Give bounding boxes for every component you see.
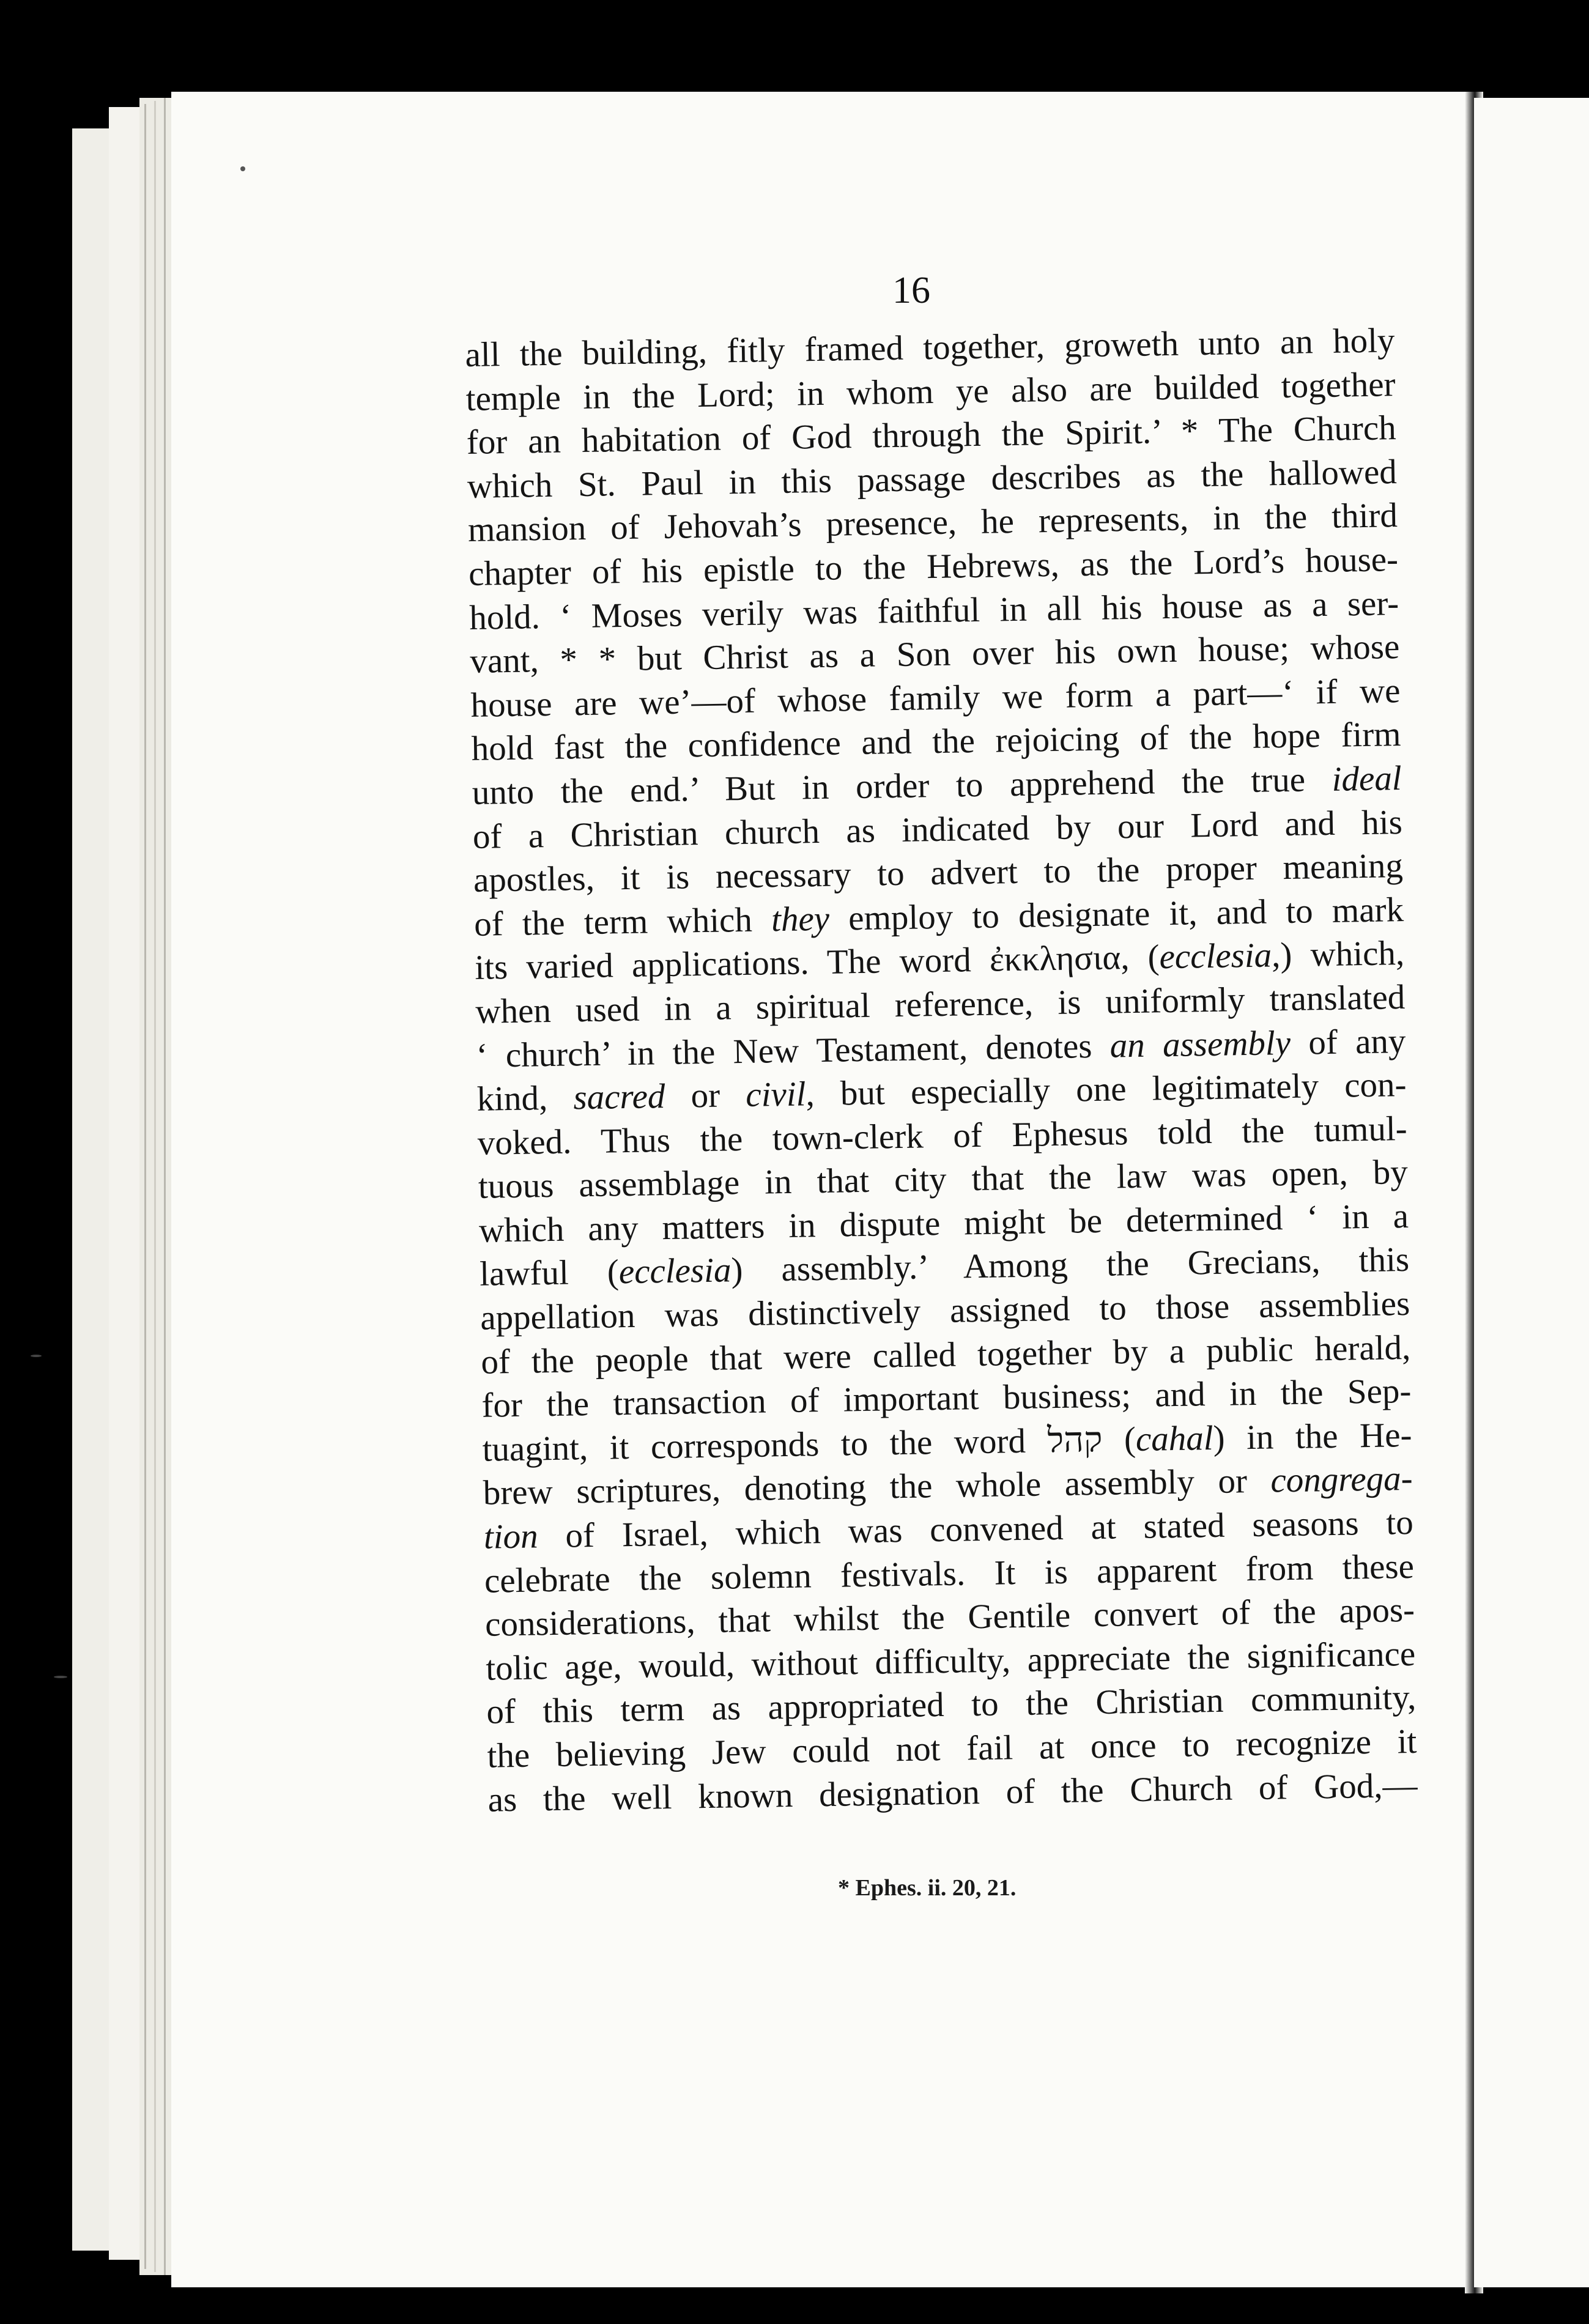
text-line: vant, * * but Christ as a Son over his own house; whose xyxy=(469,627,1400,681)
paper-speck xyxy=(240,166,245,171)
text-line: unto the end.’ But in order to apprehend the true ideal xyxy=(472,758,1402,812)
text-line: tion of Israel, which was convened at stated seasons to xyxy=(483,1503,1414,1556)
text-line: hold fast the confidence and the rejoicing of the hope firm xyxy=(471,715,1401,769)
text-line: voked. Thus the town-clerk of Ephesus told the tumul- xyxy=(477,1109,1408,1163)
text-line: mansion of Jehovah’s presence, he represents, in the third xyxy=(467,496,1398,550)
page-edge-line xyxy=(144,104,146,2269)
text-line: apostles, it is necessary to advert to the proper meaning xyxy=(473,846,1404,900)
text-line: celebrate the solemn festivals. It is apparent from these xyxy=(484,1547,1415,1601)
text-line: lawful (ecclesia) assembly.’ Among the Grecians, this xyxy=(479,1240,1410,1294)
facing-page-edge xyxy=(1474,98,1589,2287)
text-line: tuous assemblage in that city that the law was open, by xyxy=(478,1153,1409,1207)
text-line: as the well known designation of the Church of God,— xyxy=(487,1766,1418,1819)
text-line: the believing Jew could not fail at once to recognize it xyxy=(487,1722,1417,1775)
text-line: of the term which they employ to designate it, and to mark xyxy=(473,890,1404,944)
text-line: hold. ‘ Moses verily was faithful in all his house as a ser- xyxy=(469,583,1399,637)
text-line: tolic age, would, without difficulty, appreciate the significance xyxy=(485,1634,1416,1688)
text-line: temple in the Lord; in whom ye also are builded together xyxy=(465,365,1396,418)
scan-mark xyxy=(54,1676,67,1678)
page-edge-stack xyxy=(109,107,139,2260)
text-line: when used in a spiritual reference, is uniformly translated xyxy=(475,977,1406,1031)
page-edge-line xyxy=(164,98,166,2275)
text-line: ‘ church’ in the New Testament, denotes an assembly of any xyxy=(476,1021,1406,1075)
text-line: for the transaction of important business; and in the Sep- xyxy=(481,1372,1412,1426)
text-line: appellation was distinctively assigned to those assemblies xyxy=(480,1284,1410,1338)
text-line: of the people that were called together by a public herald, xyxy=(480,1328,1411,1382)
text-line: chapter of his epistle to the Hebrews, as the Lord’s house- xyxy=(468,540,1399,593)
text-line: of a Christian church as indicated by our Lord and his xyxy=(472,802,1403,856)
page-edge-stack xyxy=(72,128,109,2251)
text-line: for an habitation of God through the Spirit.’ * The Church xyxy=(466,409,1397,462)
text-line: which any matters in dispute might be determined ‘ in a xyxy=(478,1196,1409,1250)
page-edge-line xyxy=(154,101,156,2272)
text-line: house are we’—of whose family we form a part—‘ if we xyxy=(470,671,1401,725)
text-line: its varied applications. The word ἐκκλησια, (ecclesia,) which, xyxy=(474,934,1405,988)
text-line: all the building, fitly framed together, groweth unto an holy xyxy=(465,321,1395,374)
page-number: 16 xyxy=(892,270,930,311)
text-line: kind, sacred or civil, but especially one legitimately con- xyxy=(476,1065,1407,1119)
text-line: brew scriptures, denoting the whole assembly or congrega- xyxy=(483,1459,1413,1513)
footnote: * Ephes. ii. 20, 21. xyxy=(838,1875,1017,1901)
body-text xyxy=(465,319,1418,1822)
text-line: which St. Paul in this passage describes as the hallowed xyxy=(467,452,1398,506)
text-line: of this term as appropriated to the Christian community, xyxy=(486,1678,1417,1732)
scan-mark xyxy=(31,1355,42,1357)
text-line: tuagint, it corresponds to the word קהל (cahal) in the He- xyxy=(482,1415,1412,1469)
text-line: considerations, that whilst the Gentile convert of the apos- xyxy=(484,1591,1415,1644)
